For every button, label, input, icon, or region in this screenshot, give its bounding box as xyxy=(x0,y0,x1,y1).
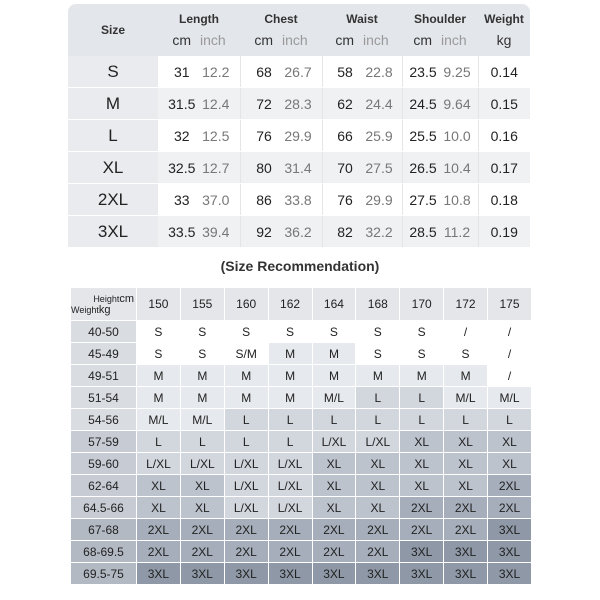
recommended-size-cell: M xyxy=(268,387,312,409)
recommended-size-cell: M xyxy=(180,387,224,409)
recommended-size-cell: M xyxy=(356,365,400,387)
recommended-size-cell: L/XL xyxy=(268,497,312,519)
recommended-size-cell: XL xyxy=(488,431,532,453)
weight-range: 57-59 xyxy=(71,431,137,453)
height-column-header: 155 xyxy=(180,288,224,321)
recommended-size-cell: 3XL xyxy=(488,519,532,541)
recommended-size-cell: M xyxy=(312,365,356,387)
recommended-size-cell: 2XL xyxy=(268,519,312,541)
recommended-size-cell: XL xyxy=(444,431,488,453)
value-inch: 28.3 xyxy=(284,95,312,112)
recommended-size-cell: 2XL xyxy=(356,541,400,563)
measurement-cell xyxy=(158,152,240,184)
recommended-size-cell: M xyxy=(224,387,268,409)
value-inch: 33.8 xyxy=(284,191,312,208)
size-label: 2XL xyxy=(68,184,158,216)
recommended-size-cell: S xyxy=(224,321,268,343)
size-row xyxy=(68,88,530,120)
value-inch: 37.0 xyxy=(202,191,230,208)
value-cm: 27.5 xyxy=(409,191,437,208)
size-row xyxy=(68,216,530,248)
value-inch: 26.7 xyxy=(284,63,312,80)
size-chart-table xyxy=(68,4,530,248)
recommended-size-cell: L xyxy=(268,409,312,431)
recommended-size-cell: L xyxy=(312,409,356,431)
height-column-header: 160 xyxy=(224,288,268,321)
value-cm: 70 xyxy=(337,159,353,176)
measurement-cell xyxy=(322,120,402,152)
measurement-cell xyxy=(322,88,402,120)
recommended-size-cell: XL xyxy=(488,453,532,475)
value-inch: 25.9 xyxy=(365,127,393,144)
recommended-size-cell: 2XL xyxy=(488,475,532,497)
value-cm: 31 xyxy=(173,63,190,80)
size-chart-header-row xyxy=(68,4,530,56)
unit-cm: cm xyxy=(335,32,354,48)
value-inch: 11.2 xyxy=(443,223,471,240)
recommended-size-cell: S xyxy=(356,343,400,365)
recommended-size-cell: 3XL xyxy=(268,563,312,585)
recommended-size-cell: L xyxy=(356,409,400,431)
recommended-size-cell: 2XL xyxy=(356,519,400,541)
size-label: XL xyxy=(68,152,158,184)
recommended-size-cell: 2XL xyxy=(224,519,268,541)
recommended-size-cell: L/XL xyxy=(224,497,268,519)
measurement-cell xyxy=(240,184,322,216)
measurement-cell xyxy=(158,184,240,216)
recommended-size-cell: L/XL xyxy=(224,453,268,475)
recommended-size-cell: S xyxy=(137,321,181,343)
measurement-cell xyxy=(402,56,478,88)
chest-header xyxy=(240,4,322,56)
height-column-header: 170 xyxy=(400,288,444,321)
value-cm: 23.5 xyxy=(409,63,437,80)
measurement-cell xyxy=(158,88,240,120)
unit-inch: inch xyxy=(281,32,308,48)
recommended-size-cell: S xyxy=(356,321,400,343)
measurement-cell xyxy=(402,152,478,184)
recommendation-row xyxy=(71,541,532,563)
length-title: Length xyxy=(179,12,219,26)
weight-header xyxy=(478,4,530,56)
weight-range: 62-64 xyxy=(71,475,137,497)
recommended-size-cell: L/XL xyxy=(180,453,224,475)
value-inch: 27.5 xyxy=(365,159,393,176)
size-label: S xyxy=(68,56,158,88)
recommended-size-cell: XL xyxy=(356,453,400,475)
weight-value: 0.14 xyxy=(478,56,530,88)
recommended-size-cell: M xyxy=(400,365,444,387)
height-column-header: 175 xyxy=(488,288,532,321)
value-inch: 9.25 xyxy=(443,63,471,80)
unit-cm: cm xyxy=(413,32,432,48)
recommended-size-cell: XL xyxy=(356,497,400,519)
size-recommendation-caption: (Size Recommendation) xyxy=(220,258,380,274)
recommended-size-cell: XL xyxy=(312,453,356,475)
size-row xyxy=(68,120,530,152)
recommended-size-cell: XL xyxy=(356,475,400,497)
recommended-size-cell: M xyxy=(444,365,488,387)
value-inch: 9.64 xyxy=(443,95,471,112)
measurement-cell xyxy=(158,120,240,152)
measurement-cell xyxy=(158,216,240,248)
recommended-size-cell: L/XL xyxy=(224,475,268,497)
recommended-size-cell: L xyxy=(488,409,532,431)
value-inch: 22.8 xyxy=(365,63,393,80)
recommended-size-cell: XL xyxy=(180,497,224,519)
value-cm: 76 xyxy=(256,127,272,144)
recommended-size-cell: 3XL xyxy=(180,563,224,585)
value-inch: 12.4 xyxy=(202,95,230,112)
measurement-cell xyxy=(402,120,478,152)
recommendation-header-row xyxy=(71,288,532,321)
shoulder-header xyxy=(402,4,478,56)
weight-range: 49-51 xyxy=(71,365,137,387)
value-inch: 10.4 xyxy=(443,159,471,176)
recommendation-row xyxy=(71,563,532,585)
height-unit: cm xyxy=(119,293,134,305)
recommended-size-cell: L xyxy=(268,431,312,453)
value-inch: 31.4 xyxy=(284,159,312,176)
measurement-cell xyxy=(322,184,402,216)
value-cm: 24.5 xyxy=(409,95,437,112)
recommended-size-cell: M/L xyxy=(312,387,356,409)
recommended-size-cell: L xyxy=(224,431,268,453)
recommended-size-cell: M xyxy=(180,365,224,387)
recommended-size-cell: M/L xyxy=(180,409,224,431)
recommended-size-cell: S xyxy=(268,321,312,343)
recommendation-row xyxy=(71,387,532,409)
weight-value: 0.18 xyxy=(478,184,530,216)
unit-inch: inch xyxy=(440,32,467,48)
recommended-size-cell: M xyxy=(268,365,312,387)
recommendation-row xyxy=(71,497,532,519)
weight-range: 69.5-75 xyxy=(71,563,137,585)
value-inch: 12.7 xyxy=(202,159,230,176)
height-column-header: 172 xyxy=(444,288,488,321)
measurement-cell xyxy=(240,216,322,248)
recommended-size-cell: M xyxy=(268,343,312,365)
measurement-cell xyxy=(322,216,402,248)
recommended-size-cell: 3XL xyxy=(444,541,488,563)
recommended-size-cell: M xyxy=(137,365,181,387)
size-label: L xyxy=(68,120,158,152)
measurement-cell xyxy=(402,184,478,216)
weight-value: 0.16 xyxy=(478,120,530,152)
recommended-size-cell: 2XL xyxy=(137,519,181,541)
recommended-size-cell: 3XL xyxy=(444,563,488,585)
recommended-size-cell: 2XL xyxy=(400,497,444,519)
value-inch: 32.2 xyxy=(365,223,393,240)
recommended-size-cell: S xyxy=(444,343,488,365)
value-cm: 28.5 xyxy=(409,223,437,240)
height-column-header: 150 xyxy=(137,288,181,321)
unit-kg: kg xyxy=(496,32,512,48)
chest-title: Chest xyxy=(264,12,298,26)
value-cm: 32.5 xyxy=(168,159,196,176)
recommended-size-cell: 2XL xyxy=(180,519,224,541)
value-inch: 29.9 xyxy=(284,127,312,144)
recommended-size-cell: L/XL xyxy=(268,453,312,475)
measurement-cell xyxy=(240,56,322,88)
measurement-cell xyxy=(402,216,478,248)
value-cm: 25.5 xyxy=(409,127,437,144)
unit-cm: cm xyxy=(254,32,273,48)
value-cm: 26.5 xyxy=(409,159,437,176)
recommended-size-cell: XL xyxy=(180,475,224,497)
value-inch: 36.2 xyxy=(284,223,312,240)
unit-inch: inch xyxy=(199,32,226,48)
value-cm: 33 xyxy=(173,191,190,208)
shoulder-title: Shoulder xyxy=(413,12,466,26)
weight-range: 68-69.5 xyxy=(71,541,137,563)
waist-header xyxy=(322,4,402,56)
recommended-size-cell: XL xyxy=(137,497,181,519)
recommended-size-cell: 2XL xyxy=(488,497,532,519)
recommended-size-cell: M xyxy=(312,343,356,365)
recommended-size-cell: 2XL xyxy=(444,519,488,541)
value-inch: 10.0 xyxy=(443,127,471,144)
size-header: Size xyxy=(68,4,158,56)
size-label: M xyxy=(68,88,158,120)
recommended-size-cell: / xyxy=(488,365,532,387)
weight-range: 51-54 xyxy=(71,387,137,409)
recommendation-row xyxy=(71,343,532,365)
recommended-size-cell: L/XL xyxy=(312,431,356,453)
height-column-header: 164 xyxy=(312,288,356,321)
value-inch: 10.8 xyxy=(443,191,471,208)
recommended-size-cell: 3XL xyxy=(312,563,356,585)
recommended-size-cell: L xyxy=(400,387,444,409)
value-inch: 24.4 xyxy=(365,95,393,112)
measurement-cell xyxy=(158,56,240,88)
recommended-size-cell: S xyxy=(312,321,356,343)
recommendation-body xyxy=(71,321,532,585)
measurement-cell xyxy=(240,120,322,152)
recommended-size-cell: M/L xyxy=(137,409,181,431)
recommended-size-cell: XL xyxy=(444,475,488,497)
recommendation-row xyxy=(71,519,532,541)
recommended-size-cell: XL xyxy=(137,475,181,497)
recommended-size-cell: S/M xyxy=(224,343,268,365)
recommended-size-cell: 3XL xyxy=(400,563,444,585)
value-cm: 82 xyxy=(337,223,353,240)
recommended-size-cell: M/L xyxy=(444,387,488,409)
size-label: 3XL xyxy=(68,216,158,248)
value-inch: 39.4 xyxy=(202,223,230,240)
recommended-size-cell: 2XL xyxy=(224,541,268,563)
recommended-size-cell: L/XL xyxy=(356,431,400,453)
recommended-size-cell: XL xyxy=(400,431,444,453)
value-cm: 72 xyxy=(256,95,272,112)
measurement-cell xyxy=(322,56,402,88)
unit-inch: inch xyxy=(362,32,389,48)
value-cm: 80 xyxy=(256,159,272,176)
recommended-size-cell: / xyxy=(444,321,488,343)
measurement-cell xyxy=(322,152,402,184)
recommended-size-cell: XL xyxy=(312,475,356,497)
value-cm: 86 xyxy=(256,191,272,208)
recommended-size-cell: S xyxy=(180,321,224,343)
weight-value: 0.19 xyxy=(478,216,530,248)
recommended-size-cell: XL xyxy=(444,453,488,475)
weight-value: 0.17 xyxy=(478,152,530,184)
recommended-size-cell: XL xyxy=(312,497,356,519)
size-row xyxy=(68,56,530,88)
value-inch: 12.5 xyxy=(202,127,230,144)
recommended-size-cell: S xyxy=(180,343,224,365)
recommendation-row xyxy=(71,365,532,387)
weight-value: 0.15 xyxy=(478,88,530,120)
weight-range: 67-68 xyxy=(71,519,137,541)
size-row xyxy=(68,184,530,216)
recommended-size-cell: L/XL xyxy=(137,453,181,475)
recommended-size-cell: L xyxy=(400,409,444,431)
recommended-size-cell: / xyxy=(488,343,532,365)
value-cm: 92 xyxy=(256,223,272,240)
value-cm: 31.5 xyxy=(168,95,196,112)
weight-range: 54-56 xyxy=(71,409,137,431)
weight-unit: kg xyxy=(98,304,111,316)
length-header xyxy=(158,4,240,56)
recommendation-row xyxy=(71,475,532,497)
unit-cm: cm xyxy=(172,32,191,48)
measurement-cell xyxy=(240,152,322,184)
recommended-size-cell: M xyxy=(137,387,181,409)
waist-title: Waist xyxy=(346,12,378,26)
value-cm: 33.5 xyxy=(168,223,196,240)
value-cm: 32 xyxy=(173,127,190,144)
value-inch: 12.2 xyxy=(202,63,230,80)
recommended-size-cell: 2XL xyxy=(312,541,356,563)
height-column-header: 162 xyxy=(268,288,312,321)
measurement-cell xyxy=(402,88,478,120)
weight-range: 40-50 xyxy=(71,321,137,343)
recommended-size-cell: S xyxy=(137,343,181,365)
recommended-size-cell: 3XL xyxy=(488,541,532,563)
recommended-size-cell: 2XL xyxy=(180,541,224,563)
height-label: Height xyxy=(93,294,120,304)
size-recommendation-table xyxy=(70,287,532,585)
recommended-size-cell: 3XL xyxy=(356,563,400,585)
size-row xyxy=(68,152,530,184)
recommended-size-cell: / xyxy=(488,321,532,343)
recommended-size-cell: L xyxy=(137,431,181,453)
weight-range: 59-60 xyxy=(71,453,137,475)
recommended-size-cell: 3XL xyxy=(137,563,181,585)
recommended-size-cell: XL xyxy=(400,475,444,497)
recommended-size-cell: XL xyxy=(400,453,444,475)
recommended-size-cell: 2XL xyxy=(312,519,356,541)
value-cm: 76 xyxy=(337,191,353,208)
size-chart-body xyxy=(68,56,530,248)
recommended-size-cell: 3XL xyxy=(400,541,444,563)
recommended-size-cell: 2XL xyxy=(444,497,488,519)
recommended-size-cell: L xyxy=(356,387,400,409)
recommended-size-cell: 3XL xyxy=(488,563,532,585)
recommendation-row xyxy=(71,409,532,431)
recommendation-row xyxy=(71,321,532,343)
recommended-size-cell: S xyxy=(400,343,444,365)
value-cm: 68 xyxy=(256,63,272,80)
measurement-cell xyxy=(240,88,322,120)
value-cm: 66 xyxy=(337,127,353,144)
recommended-size-cell: S xyxy=(400,321,444,343)
recommended-size-cell: L xyxy=(180,431,224,453)
recommended-size-cell: 2XL xyxy=(137,541,181,563)
recommended-size-cell: L xyxy=(224,409,268,431)
recommended-size-cell: L xyxy=(444,409,488,431)
recommended-size-cell: 3XL xyxy=(224,563,268,585)
weight-range: 64.5-66 xyxy=(71,497,137,519)
weight-range: 45-49 xyxy=(71,343,137,365)
recommended-size-cell: 2XL xyxy=(268,541,312,563)
recommended-size-cell: L/XL xyxy=(268,475,312,497)
weight-label: Weight xyxy=(71,305,99,315)
recommended-size-cell: M xyxy=(224,365,268,387)
recommendation-row xyxy=(71,431,532,453)
recommended-size-cell: M/L xyxy=(488,387,532,409)
height-column-header: 168 xyxy=(356,288,400,321)
height-weight-corner xyxy=(71,288,137,321)
value-cm: 62 xyxy=(337,95,353,112)
recommended-size-cell: 2XL xyxy=(400,519,444,541)
recommendation-row xyxy=(71,453,532,475)
value-inch: 29.9 xyxy=(365,191,393,208)
value-cm: 58 xyxy=(337,63,353,80)
weight-title: Weight xyxy=(484,12,524,26)
